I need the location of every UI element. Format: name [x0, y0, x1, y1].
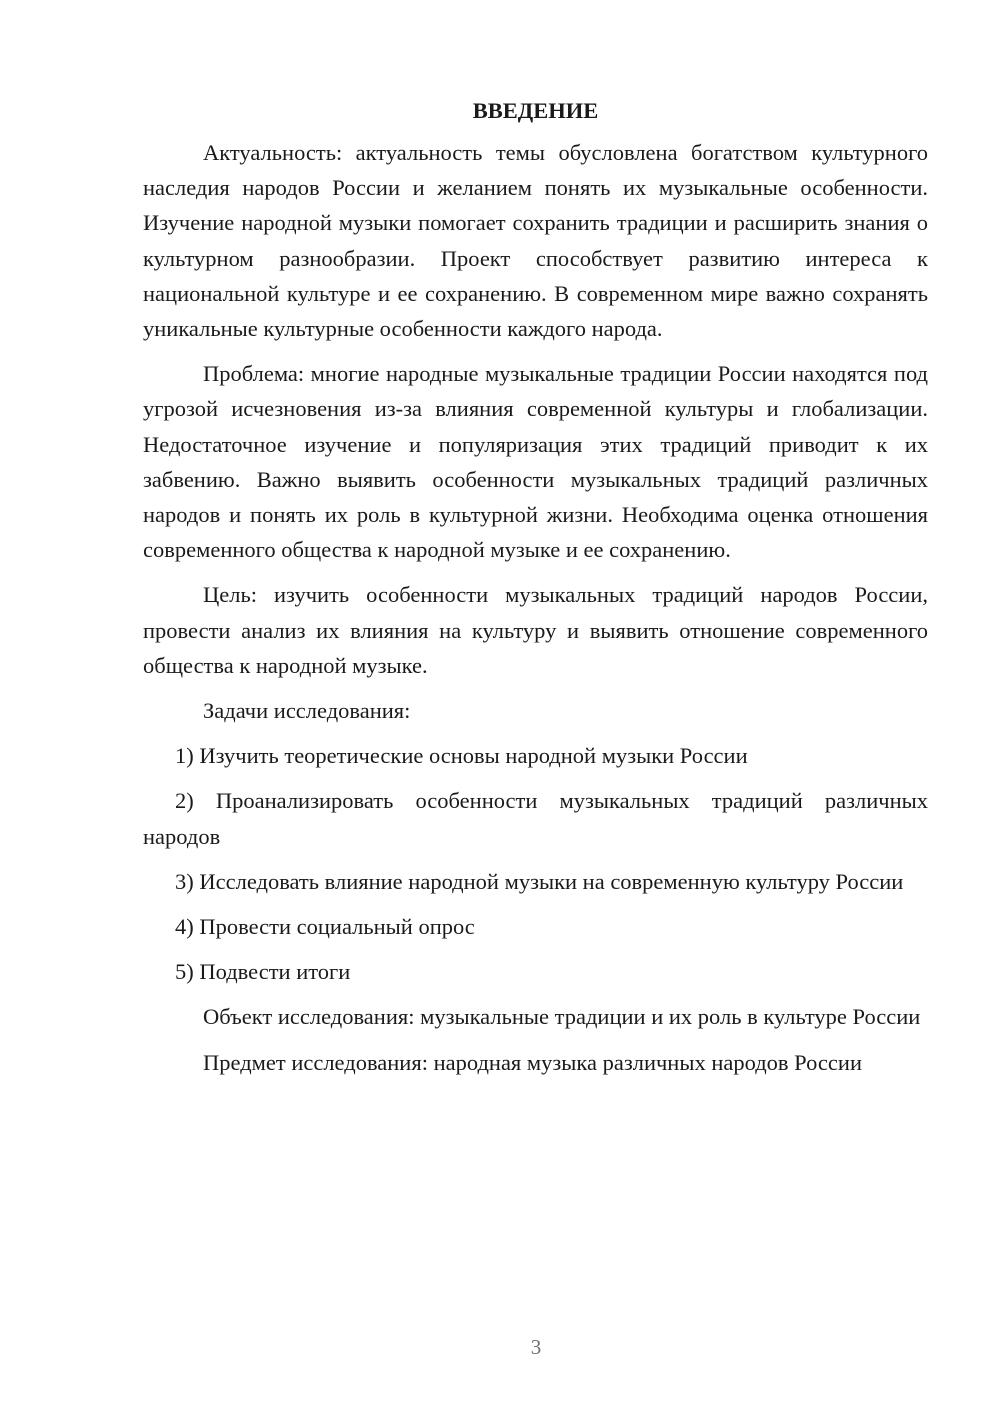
page-number: 3	[530, 1335, 542, 1359]
goal-paragraph: Цель: изучить особенности музыкальных традиций народов России, провести анализ их влияния на культуру и выявить отношение современного общества к народной музыке.	[143, 582, 928, 678]
task-item: 1) Изучить теоретические основы народной музыки России	[175, 743, 748, 769]
task-item: 3) Исследовать влияние народной музыки на современную культуру России	[175, 868, 904, 894]
section-heading: ВВЕДЕНИЕ	[472, 98, 599, 123]
task-item: 2) Проанализировать особенности музыкальных традиций различных народов	[143, 788, 928, 849]
task-item: 4) Провести социальный опрос	[175, 914, 475, 940]
relevance-paragraph: Актуальность: актуальность темы обусловлена богатством культурного наследия народов России и желанием понять их музыкальные особенности. Изучение народной музыки помогает сохранить традиции и расширить знания о культурном разнообразии. Проект способствует развитию интереса к национальной культуре и ее сохранению. В современном мире важно сохранять уникальные культурные особенности каждого народа.	[143, 140, 928, 342]
tasks-title: Задачи исследования:	[203, 698, 411, 724]
problem-paragraph: Проблема: многие народные музыкальные традиции России находятся под угрозой исчезновения из-за влияния современной культуры и глобализации. Недостаточное изучение и популяризация этих традиций приводит к их забвению. Важно выявить особенности музыкальных традиций различных народов и понять их роль в культурной жизни. Необходима оценка отношения современного общества к народной музыке и ее сохранению.	[143, 361, 928, 563]
object-paragraph: Объект исследования: музыкальные традиции и их роль в культуре России	[203, 1004, 921, 1030]
task-item: 5) Подвести итоги	[175, 959, 351, 985]
page-content	[143, 95, 928, 1090]
subject-paragraph: Предмет исследования: народная музыка различных народов России	[203, 1049, 862, 1075]
